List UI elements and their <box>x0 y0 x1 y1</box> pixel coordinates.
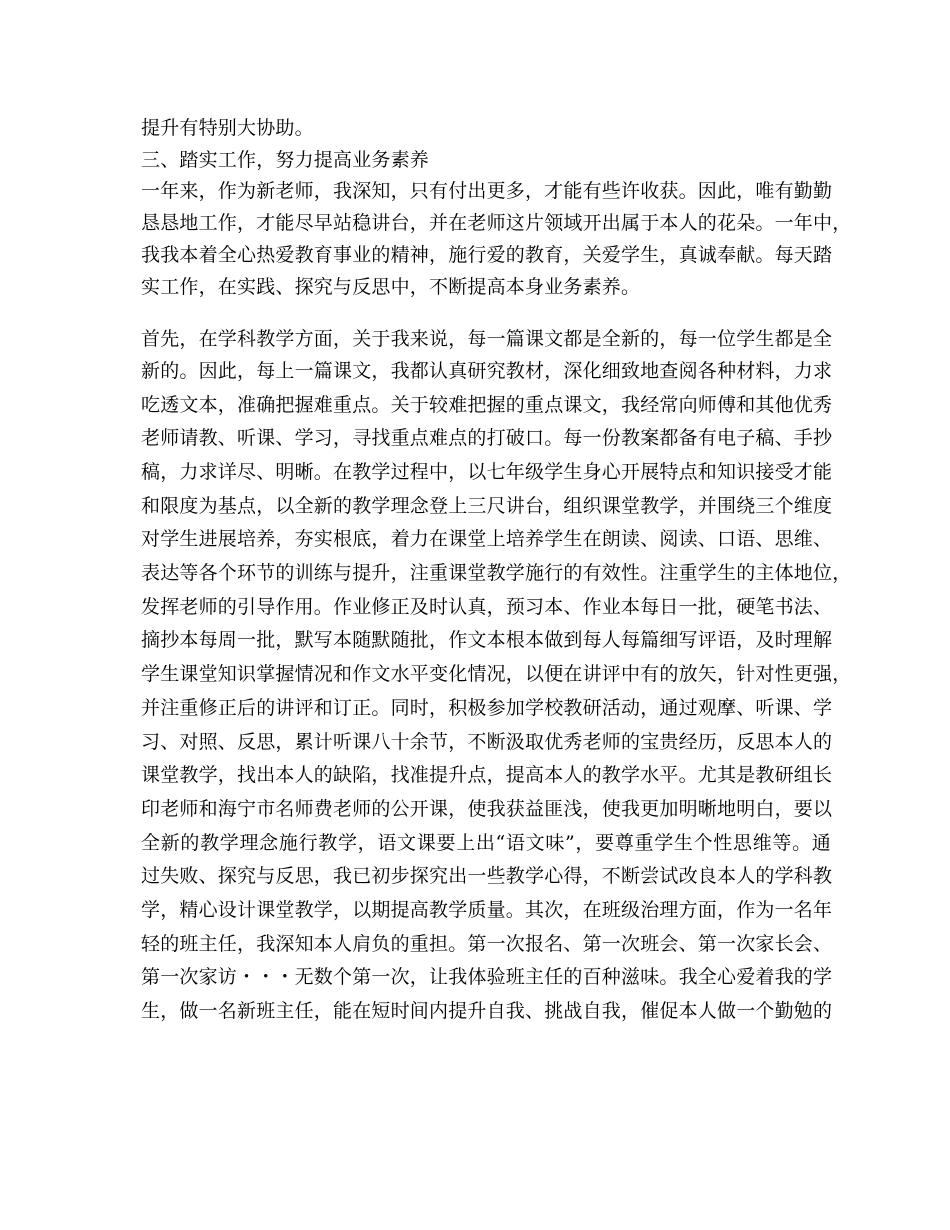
text-line: 对学生进展培养，夯实根底，着力在课堂上培养学生在朗读、阅读、口语、思维、 <box>141 528 833 550</box>
text-line: 我我本着全心热爱教育事业的精神，施行爱的教育，关爱学生，真诚奉献。每天踏 <box>141 244 833 266</box>
text-line: 摘抄本每周一批，默写本随默随批，作文本根本做到每人每篇细写评语，及时理解 <box>141 629 833 651</box>
text-line: 提升有特别大协助。 <box>141 117 314 139</box>
text-line: 轻的班主任，我深知本人肩负的重担。第一次报名、第一次班会、第一次家长会、 <box>141 933 833 955</box>
text-line: 学，精心设计课堂教学，以期提高教学质量。其次，在班级治理方面，作为一名年 <box>141 899 833 921</box>
text-line: 印老师和海宁市名师费老师的公开课，使我获益匪浅，使我更加明晰地明白，要以 <box>141 798 833 820</box>
text-line: 生，做一名新班主任，能在短时间内提升自我、挑战自我，催促本人做一个勤勉的 <box>141 1000 833 1022</box>
text-line: 并注重修正后的讲评和订正。同时，积极参加学校教研活动，通过观摩、听课、学 <box>141 697 833 719</box>
text-line: 恳恳地工作，才能尽早站稳讲台，并在老师这片领域开出属于本人的花朵。一年中， <box>141 212 852 234</box>
text-line: 新的。因此，每上一篇课文，我都认真研究教材，深化细致地查阅各种材料，力求 <box>141 360 833 382</box>
text-line: 习、对照、反思，累计听课八十余节，不断汲取优秀老师的宝贵经历，反思本人的 <box>141 731 833 753</box>
section-heading: 三、踏实工作，努力提高业务素养 <box>141 149 430 171</box>
text-line: 课堂教学，找出本人的缺陷，找准提升点，提高本人的教学水平。尤其是教研组长 <box>141 764 833 786</box>
text-line: 表达等各个环节的训练与提升，注重课堂教学施行的有效性。注重学生的主体地位， <box>141 562 852 584</box>
text-line: 稿，力求详尽、明晰。在教学过程中，以七年级学生身心开展特点和知识接受才能 <box>141 461 833 483</box>
text-line: 发挥老师的引导作用。作业修正及时认真，预习本、作业本每日一批，硬笔书法、 <box>141 596 833 618</box>
text-line: 学生课堂知识掌握情况和作文水平变化情况，以便在讲评中有的放矢，针对性更强， <box>141 663 852 685</box>
text-line: 首先，在学科教学方面，关于我来说，每一篇课文都是全新的，每一位学生都是全 <box>141 328 833 350</box>
text-line: 一年来，作为新老师，我深知，只有付出更多，才能有些许收获。因此，唯有勤勤 <box>141 180 833 202</box>
text-line: 和限度为基点，以全新的教学理念登上三尺讲台，组织课堂教学，并围绕三个维度 <box>141 495 833 517</box>
text-line: 全新的教学理念施行教学，语文课要上出“语文味”，要尊重学生个性思维等。通 <box>141 832 831 854</box>
text-line: 老师请教、听课、学习，寻找重点难点的打破口。每一份教案都备有电子稿、手抄 <box>141 427 833 449</box>
text-line: 吃透文本，准确把握难重点。关于较难把握的重点课文，我经常向师傅和其他优秀 <box>141 394 833 416</box>
text-line: 实工作，在实践、探究与反思中，不断提高本身业务素养。 <box>141 276 641 298</box>
text-line: 过失败、探究与反思，我已初步探究出一些教学心得，不断尝试改良本人的学科教 <box>141 865 833 887</box>
text-line: 第一次家访・・・无数个第一次，让我体验班主任的百种滋味。我全心爱着我的学 <box>141 966 833 988</box>
